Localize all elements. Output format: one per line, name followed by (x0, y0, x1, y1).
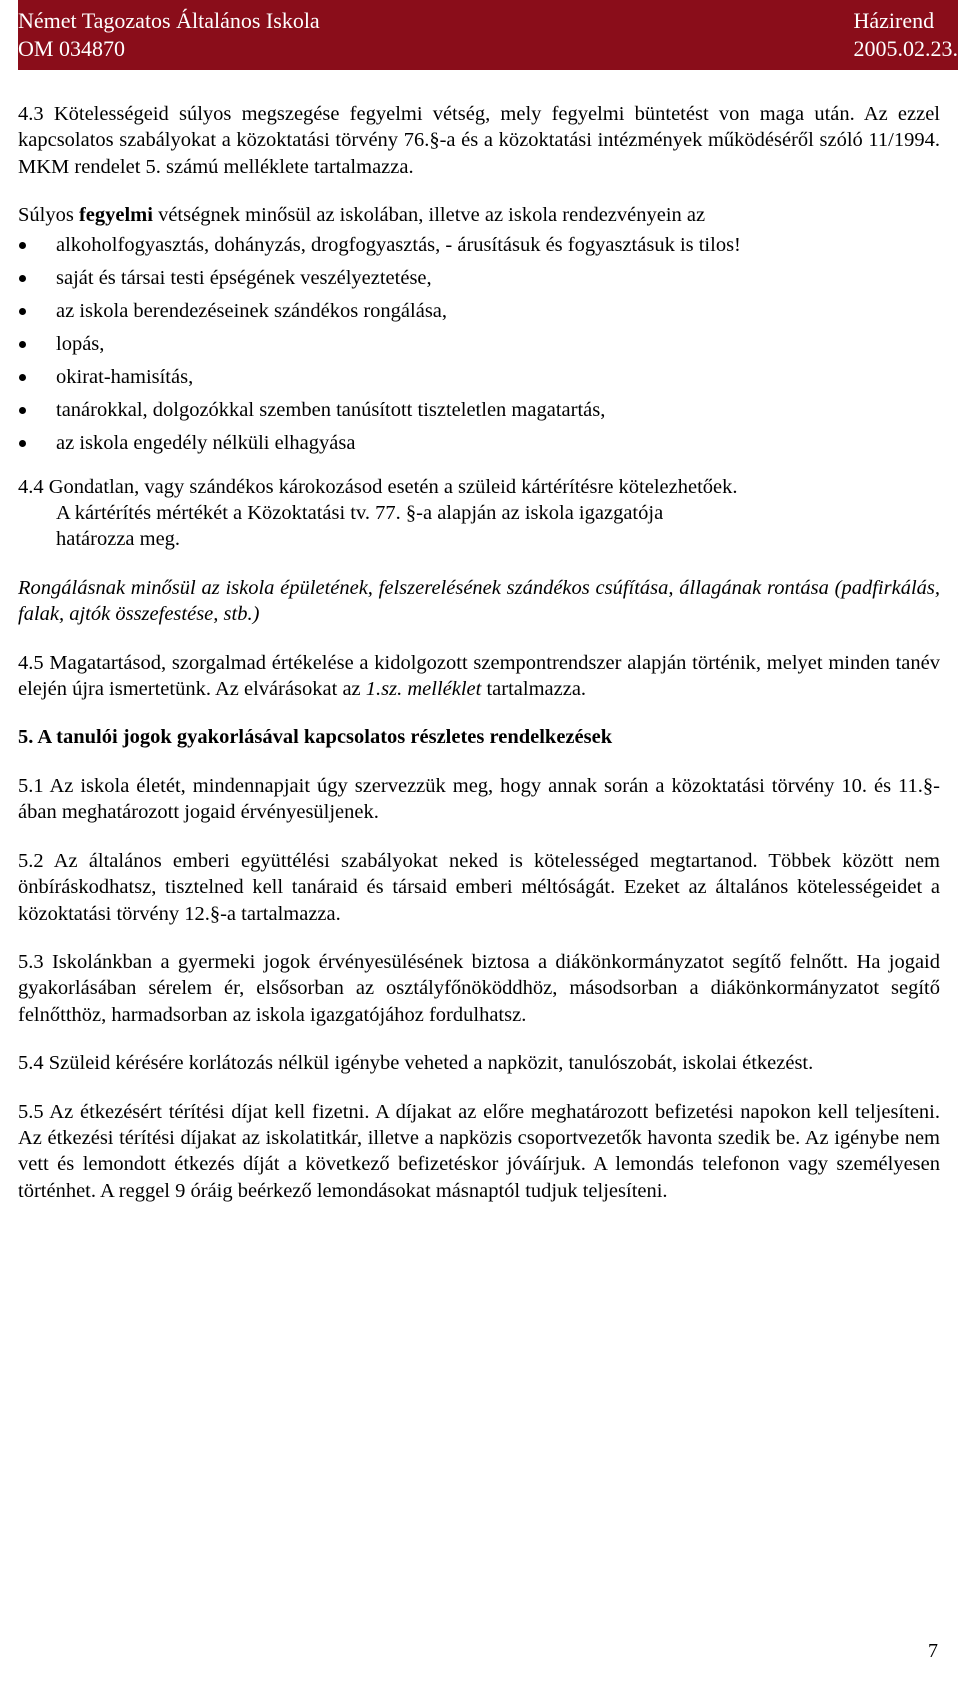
list-item: okirat-hamisítás, (18, 361, 940, 394)
section-4-3: 4.3 Kötelességeid súlyos megszegése fegyelmi vétség, mely fegyelmi büntetést von maga után. Az ezzel kapcsolatos szabályokat a közoktatási törvény 76.§-a és a közoktatási intézmények működéséről szóló 11/1994. MKM rendelet 5. számú melléklete tartalmazza. (18, 103, 940, 178)
s45-text: 4.5 Magatartásod, szorgalmad értékelése a kidolgozott szempontrendszer alapján történik, melyet minden tanév elején újra ismertetünk. Az elvárásokat az (18, 651, 940, 701)
intro-text: Súlyos (18, 204, 79, 227)
section-4-4 (18, 474, 940, 553)
intro-bold: fegyelmi (78, 204, 153, 227)
document-title: Házirend (853, 8, 935, 33)
s44-line2: A kártérítés mértékét a Közoktatási tv. 77. §-a alapján az iskola igazgatója (56, 502, 664, 525)
vandalism-note: Rongálásnak minősül az iskola épületének, felszerelésének szándékos csúfítása, állagának rontása (padfirkálás, falak, ajtók összefestése, stb.) (18, 576, 940, 626)
section-5-heading: 5. A tanulói jogok gyakorlásával kapcsolatos részletes rendelkezések (18, 726, 613, 749)
list-item: az iskola engedély nélküli elhagyása (18, 427, 940, 460)
intro-text-end: vétségnek minősül az iskolában, illetve az iskola rendezvényein az (152, 204, 706, 227)
offense-list (18, 229, 940, 460)
appendix-ref: 1.sz. melléklet (365, 678, 482, 701)
header-right (854, 7, 959, 63)
document-body (18, 101, 940, 1204)
section-5-5: 5.5 Az étkezésért térítési díjat kell fizetni. A díjakat az előre meghatározott befizetési napokon kell teljesíteni. Az étkezési térítési díjakat az iskolatitkár, illetve a napközis csoportvezetők havonta szedik be. Az igénybe nem vett és lemondott étkezés díját a következő befizetéskor jóváírjuk. A lemondás telefonon vagy személyesen történhet. A reggel 9 óráig beérkező lemondásokat másnaptól tudjuk teljesíteni. (18, 1100, 940, 1202)
s45-text-end: tartalmazza. (481, 678, 587, 701)
school-name: Német Tagozatos Általános Iskola (18, 8, 320, 33)
section-5-4: 5.4 Szüleid kérésére korlátozás nélkül igénybe veheted a napközit, tanulószobát, iskolai étkezést. (18, 1052, 814, 1075)
list-item: alkoholfogyasztás, dohányzás, drogfogyasztás, - árusításuk és fogyasztásuk is tilos! (18, 229, 940, 262)
s44-line1: 4.4 Gondatlan, vagy szándékos károkozásod esetén a szüleid kártérítésre kötelezhetőek. (18, 475, 738, 498)
s44-line3: határozza meg. (56, 528, 181, 551)
header-left (18, 7, 320, 63)
list-item: tanárokkal, dolgozókkal szemben tanúsított tiszteletlen magatartás, (18, 394, 940, 427)
severe-offense-intro (18, 202, 940, 228)
page-header (18, 0, 958, 70)
section-5-2: 5.2 Az általános emberi együttélési szabályokat neked is kötelességed megtartanod. Többek között nem önbíráskodhatsz, tisztelned kell tanáraid és társaid emberi méltóságát. Ezeket az általános kötelességeidet a közoktatási törvény 12.§-a tartalmazza. (18, 849, 940, 925)
section-5-3: 5.3 Iskolánkban a gyermeki jogok érvényesülésének biztosa a diákönkormányzatot segítő felnőtt. Ha jogaid gyakorlásában sérelem ér, elsősorban az osztályfőnököddhöz, másodsorban a diákönkormányzatot segítő felnőtthöz, harmadsorban az iskola igazgatójához fordulhatsz. (18, 950, 940, 1026)
page-number: 7 (928, 1640, 938, 1662)
section-4-5 (18, 650, 940, 703)
om-number: OM 034870 (18, 36, 125, 61)
document-date: 2005.02.23. (853, 36, 958, 61)
list-item: az iskola berendezéseinek szándékos rongálása, (18, 295, 940, 328)
list-item: saját és társai testi épségének veszélyeztetése, (18, 262, 940, 295)
list-item: lopás, (18, 328, 940, 361)
section-5-1: 5.1 Az iskola életét, mindennapjait úgy szervezzük meg, hogy annak során a közoktatási törvény 10. és 11.§-ában meghatározott jogaid érvényesüljenek. (18, 774, 940, 824)
